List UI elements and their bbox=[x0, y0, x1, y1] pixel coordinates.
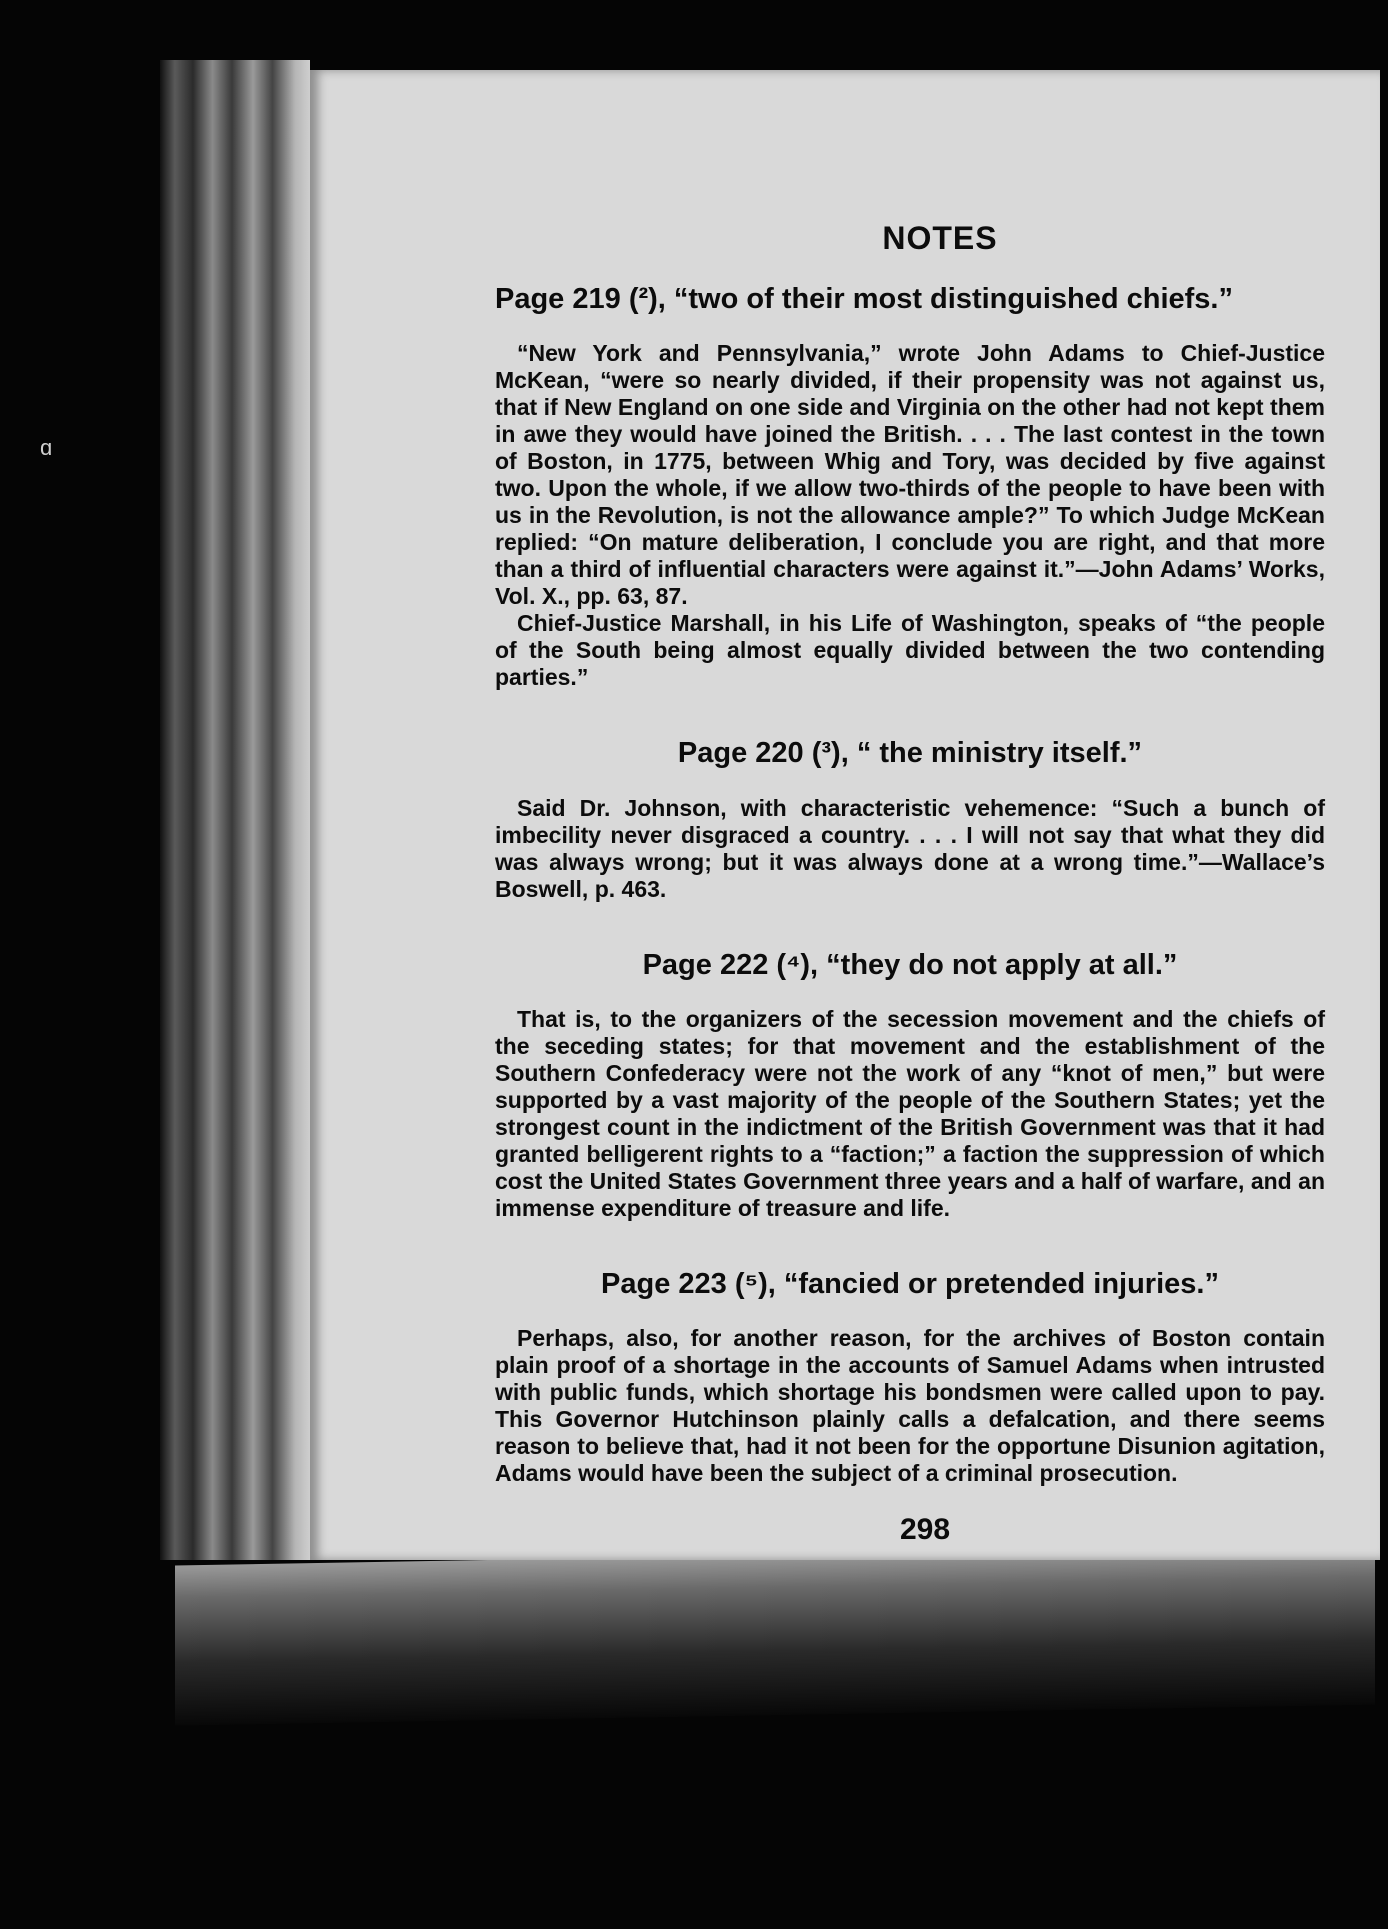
note-paragraph: Said Dr. Johnson, with characteristic vehemence: “Such a bunch of imbecility never disgraced a country. . . . I will not say that what they did was always wrong; but it was always done at a wrong time.”—Wallace’s Boswell, p. 463. bbox=[495, 794, 1325, 902]
page-number: 298 bbox=[899, 1513, 951, 1547]
book-page bbox=[310, 70, 1380, 1560]
note-title: Page 220 (³), “ the ministry itself.” bbox=[677, 737, 1143, 770]
book-bottom-edge bbox=[175, 1545, 1375, 1726]
book-page-edges bbox=[160, 60, 310, 1560]
note-paragraph: Perhaps, also, for another reason, for the archives of Boston contain plain proof of a shortage in the accounts of Samuel Adams when intrusted with public funds, which shortage his bondsmen were called upon to pay. This Governor Hutchinson plainly calls a defalcation, and there seems reason to believe that, had it not been for the opportune Disunion agitation, Adams would have been the subject of a criminal prosecution. bbox=[495, 1325, 1325, 1487]
stray-mark: ɑ bbox=[40, 435, 53, 460]
note-paragraph: That is, to the organizers of the secession movement and the chiefs of the seceding states; for that movement and the establishment of the Southern Confederacy were not the work of any “knot of men,” but were supported by a vast majority of the people of the Southern States; yet the strongest count in the indictment of the British Government was that it had granted belligerent rights to a “faction;” a faction the suppression of which cost the United States Government three years and a half of warfare, and an immense expenditure of treasure and life. bbox=[495, 1006, 1325, 1222]
note-title: Page 219 (²), “two of their most distinguished chiefs.” bbox=[495, 283, 1233, 315]
note-title: Page 223 (⁵), “fancied or pretended injuries.” bbox=[601, 1268, 1219, 1301]
note-page-220 bbox=[495, 737, 1325, 902]
note-body bbox=[495, 340, 1325, 691]
note-paragraph: Chief-Justice Marshall, in his Life of Washington, speaks of “the people of the South being almost equally divided between the two contending parties.” bbox=[495, 610, 1325, 691]
note-body bbox=[495, 795, 1325, 903]
note-body bbox=[495, 1006, 1325, 1222]
page-content bbox=[495, 220, 1325, 1547]
note-page-222 bbox=[495, 949, 1325, 1222]
note-title: Page 222 (⁴), “they do not apply at all.” bbox=[642, 948, 1178, 981]
page-heading: NOTES bbox=[882, 220, 998, 256]
note-paragraph: “New York and Pennsylvania,” wrote John Adams to Chief-Justice McKean, “were so nearly divided, if their propensity was not against us, that if New England on one side and Virginia on the other had not kept them in awe they would have joined the British. . . . The last contest in the town of Boston, in 1775, between Whig and Tory, was decided by five against two. Upon the whole, if we allow two-thirds of the people to have been with us in the Revolution, is not the allowance ample?” To which Judge McKean replied: “On mature deliberation, I conclude you are right, and that more than a third of influential characters were against it.”—John Adams’ Works, Vol. X., pp. 63, 87. bbox=[495, 340, 1325, 610]
note-page-219 bbox=[495, 283, 1325, 691]
note-body bbox=[495, 1325, 1325, 1487]
note-page-223 bbox=[495, 1268, 1325, 1487]
